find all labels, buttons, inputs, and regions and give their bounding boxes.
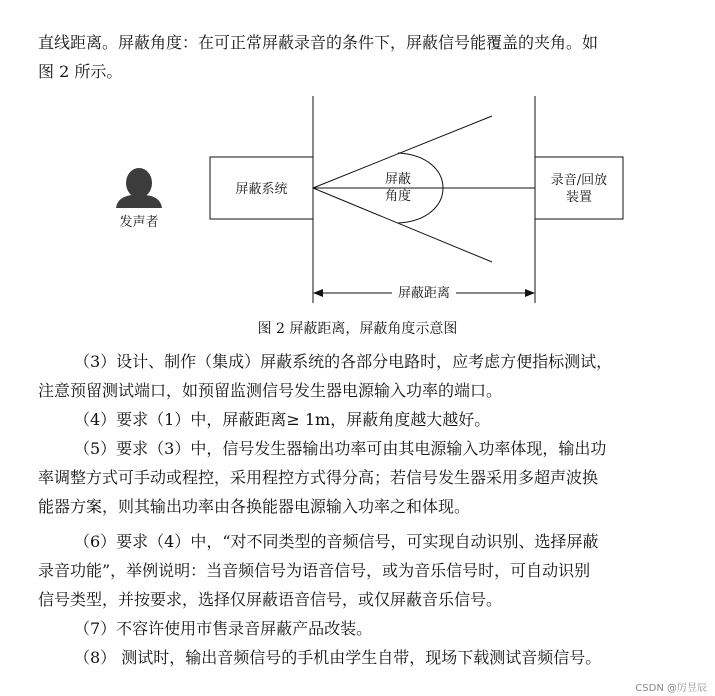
watermark: CSDN @厉昱辰 bbox=[635, 683, 707, 694]
recorder-device-label: 装置 bbox=[565, 190, 593, 205]
shield-system-label: 屏蔽系统 bbox=[235, 182, 288, 197]
item-4-line: （4）要求（1）中，屏蔽距离≥ 1m，屏蔽角度越大越好。 bbox=[74, 410, 491, 429]
speaker-label: 发声者 bbox=[119, 215, 159, 230]
item-5-line: 率调整方式可手动或程控，采用程控方式得分高；若信号发生器采用多超声波换 bbox=[38, 468, 599, 487]
recorder-device-label: 录音/回放 bbox=[550, 173, 608, 188]
speaker-person-icon bbox=[116, 168, 162, 208]
item-3-line: 注意预留测试端口，如预留监测信号发生器电源输入功率的端口。 bbox=[38, 381, 503, 400]
item-6-line: 录音功能”，举例说明：当音频信号为语音信号，或为音乐信号时，可自动识别 bbox=[38, 561, 591, 580]
item-6-line: （6）要求（4）中，“对不同类型的音频信号，可实现自动识别、选择屏蔽 bbox=[74, 532, 599, 551]
item-5-line: （5）要求（3）中，信号发生器输出功率可由其电源输入功率体现，输出功 bbox=[74, 439, 607, 458]
item-8-line: （8） 测试时，输出音频信号的手机由学生自带，现场下载测试音频信号。 bbox=[74, 648, 602, 667]
recorder-device-box bbox=[535, 157, 623, 219]
item-6-line: 信号类型，并按要求，选择仅屏蔽语音信号，或仅屏蔽音乐信号。 bbox=[38, 590, 503, 609]
distance-label: 屏蔽距离 bbox=[397, 286, 451, 301]
item-7-line: （7）不容许使用市售录音屏蔽产品改装。 bbox=[74, 619, 373, 638]
paragraph-line: 直线距离。屏蔽角度：在可正常屏蔽录音的条件下，屏蔽信号能覆盖的夹角。如 bbox=[38, 33, 599, 52]
angle-label: 屏蔽 bbox=[384, 172, 412, 187]
item-3-line: （3）设计、制作（集成）屏蔽系统的各部分电路时，应考虑方便指标测试， bbox=[74, 352, 613, 371]
item-5-line: 能器方案，则其输出功率由各换能器电源输入功率之和体现。 bbox=[38, 497, 471, 516]
paragraph-line: 图 2 所示。 bbox=[38, 62, 123, 81]
angle-label: 角度 bbox=[384, 189, 412, 204]
figure-caption: 图 2 屏蔽距离，屏蔽角度示意图 bbox=[257, 321, 458, 337]
figure-diagram bbox=[0, 0, 715, 320]
